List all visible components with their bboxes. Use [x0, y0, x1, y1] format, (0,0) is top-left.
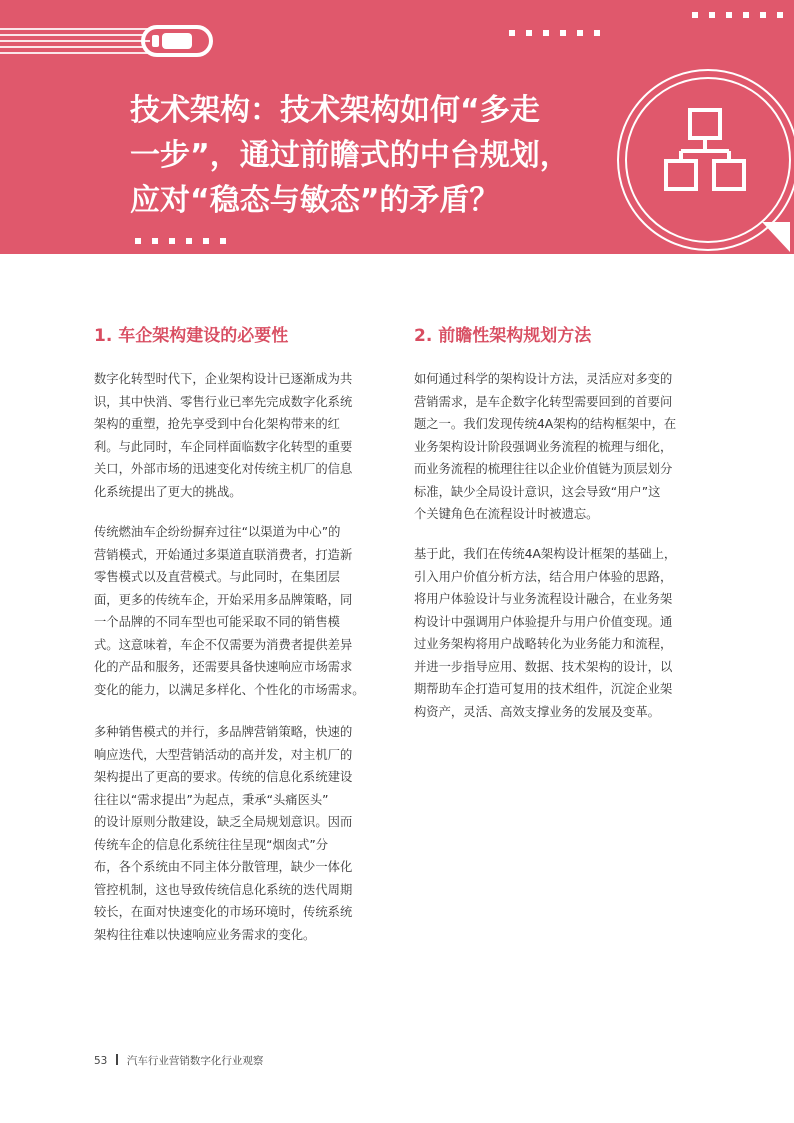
- text-line: 架构提出了更高的要求。传统的信息化系统建设: [94, 770, 353, 784]
- text-line: 构设计中强调用户体验提升与用户价值变现。通: [414, 614, 673, 629]
- text-line: 架构往往难以快速响应业务需求的变化。: [94, 927, 316, 942]
- left-paragraph-1: [94, 368, 352, 503]
- text-line: 过业务架构将用户战略转化为业务能力和流程，: [414, 637, 673, 651]
- text-line: 引入用户价值分析方法，结合用户体验的思路，: [414, 569, 673, 584]
- left-paragraph-3: [94, 721, 352, 946]
- text-line: 个关键角色在流程设计时被遗忘。: [414, 507, 599, 521]
- speed-lines: [0, 28, 150, 58]
- title-line: 应对“稳态与敏态”的矛盾？: [130, 183, 500, 218]
- text-line: 基于此，我们在传统4A架构设计框架的基础上，: [414, 547, 677, 561]
- section-heading-right: 2. 前瞻性架构规划方法: [414, 326, 592, 346]
- page-footer: [94, 1053, 263, 1068]
- title-line: 一步”，通过前瞻式的中台规划，: [130, 138, 570, 173]
- page-number: 53: [94, 1055, 108, 1067]
- text-line: 传统燃油车企纷纷摒弃过往“以渠道为中心”的: [94, 525, 341, 539]
- text-line: 业务架构设计阶段强调业务流程的梳理与细化，: [414, 439, 673, 454]
- text-line: 化系统提出了更大的挑战。: [94, 484, 242, 499]
- header-banner: [0, 0, 794, 254]
- page-title: [130, 88, 610, 223]
- text-line: 将用户体验设计与业务流程设计融合，在业务架: [414, 592, 673, 606]
- text-line: 标准，缺少全局设计意识，这会导致“用户”这: [414, 484, 661, 499]
- decor-dots-bottom: [135, 238, 226, 244]
- text-line: 期帮助车企打造可复用的技术组件，沉淀企业架: [414, 682, 673, 696]
- section-heading-left: 1. 车企架构建设的必要性: [94, 326, 289, 346]
- text-line: 较长，在面对快速变化的市场环境时，传统系统: [94, 905, 353, 919]
- decor-dots-mid: [509, 30, 600, 36]
- text-line: 关口，外部市场的迅速变化对传统主机厂的信息: [94, 462, 353, 476]
- text-line: 一个品牌的不同车型也可能采取不同的销售模: [94, 615, 340, 629]
- text-line: 布，各个系统由不同主体分散管理，缺少一体化: [94, 860, 353, 874]
- text-line: 零售模式以及直营模式。与此同时，在集团层: [94, 570, 340, 584]
- title-line: 技术架构：技术架构如何“多走: [130, 93, 540, 128]
- text-line: 利。与此同时，车企同样面临数字化转型的重要: [94, 439, 353, 454]
- text-line: 而业务流程的梳理往往以企业价值链为顶层划分: [414, 462, 673, 476]
- right-paragraph-1: [414, 368, 676, 526]
- left-paragraph-2: [94, 521, 365, 701]
- text-line: 变化的能力，以满足多样化、个性化的市场需求。: [94, 682, 365, 697]
- report-title: 汽车行业营销数字化行业观察: [126, 1055, 264, 1067]
- text-line: 并进一步指导应用、数据、技术架构的设计，以: [414, 659, 673, 674]
- text-line: 识，其中快消、零售行业已率先完成数字化系统: [94, 394, 353, 409]
- text-line: 营销模式，开始通过多渠道直联消费者，打造新: [94, 547, 353, 562]
- text-line: 架构的重塑，抢先享受到中台化架构带来的红: [94, 417, 340, 431]
- text-line: 构资产，灵活、高效支撑业务的发展及变革。: [414, 704, 660, 719]
- text-line: 管控机制，这也导致传统信息化系统的迭代周期: [94, 882, 353, 897]
- text-line: 传统车企的信息化系统往往呈现“烟囱式”分: [94, 837, 329, 852]
- right-paragraph-2: [414, 543, 676, 723]
- car-icon: [140, 24, 216, 58]
- text-line: 化的产品和服务，还需要具备快速响应市场需求: [94, 660, 353, 674]
- text-line: 如何通过科学的架构设计方法，灵活应对多变的: [414, 372, 673, 386]
- decor-dots-top: [692, 12, 783, 18]
- text-line: 营销需求，是车企数字化转型需要回到的首要问: [414, 394, 673, 409]
- text-line: 多种销售模式的并行，多品牌营销策略，快速的: [94, 725, 353, 739]
- hierarchy-icon: [604, 62, 794, 254]
- text-line: 数字化转型时代下，企业架构设计已逐渐成为共: [94, 372, 353, 386]
- text-line: 题之一。我们发现传统4A架构的结构框架中，在: [414, 417, 677, 431]
- text-line: 式。这意味着，车企不仅需要为消费者提供差异: [94, 637, 353, 652]
- text-line: 面，更多的传统车企，开始采用多品牌策略，同: [94, 592, 353, 607]
- text-line: 的设计原则分散建设，缺乏全局规划意识。因而: [94, 815, 353, 829]
- text-line: 往往以“需求提出”为起点，秉承“头痛医头”: [94, 792, 329, 807]
- footer-divider: [116, 1054, 118, 1065]
- text-line: 响应迭代，大型营销活动的高并发，对主机厂的: [94, 747, 353, 762]
